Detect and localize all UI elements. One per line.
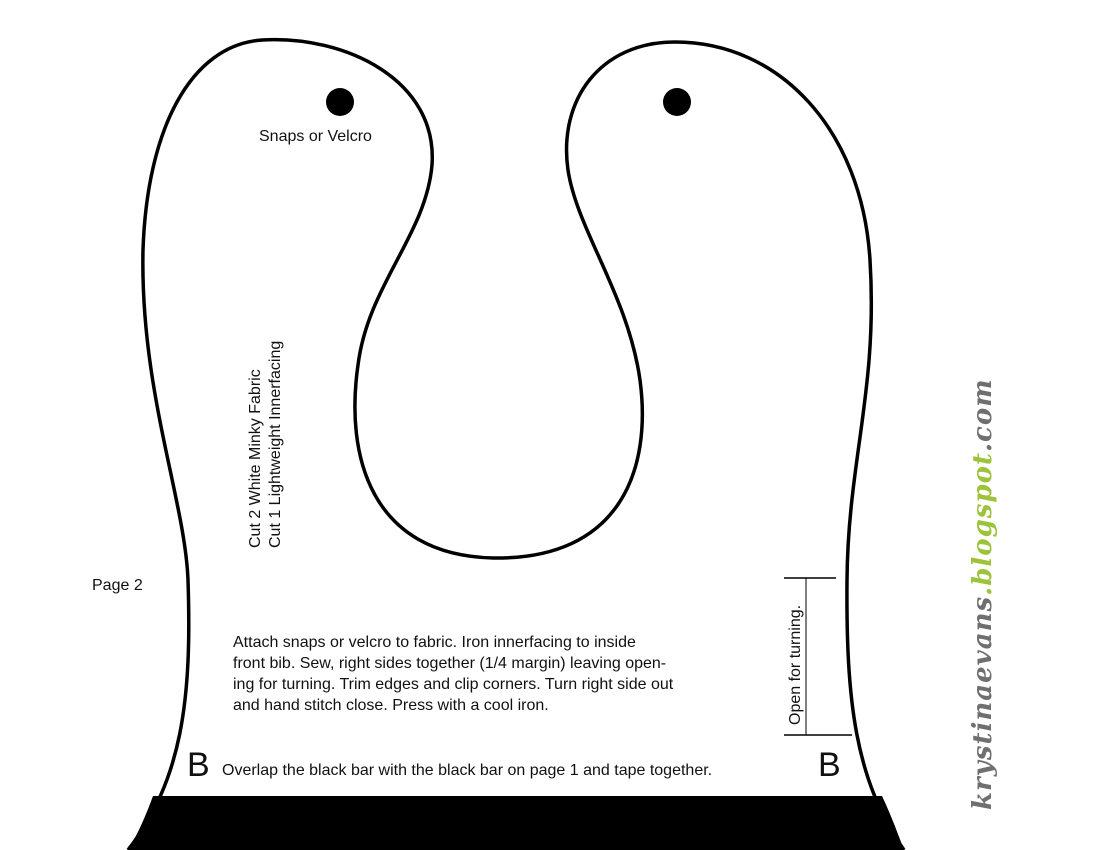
instruction-line: and hand stitch close. Press with a cool iron. (233, 697, 549, 714)
instruction-line: front bib. Sew, right sides together (1/4 margin) leaving open- (233, 655, 667, 672)
overlap-mark-left: B (187, 746, 210, 784)
instruction-line: Attach snaps or velcro to fabric. Iron innerfacing to inside (233, 634, 636, 651)
cut-instructions (246, 341, 286, 548)
overlap-mark-right: B (818, 746, 841, 784)
watermark-tld: .com (968, 378, 998, 453)
instruction-line: ing for turning. Trim edges and clip corners. Turn right side out (233, 676, 674, 693)
watermark-host: .blogspot (968, 452, 998, 596)
overlap-instruction: Overlap the black bar with the black bar on page 1 and tape together. (222, 762, 713, 779)
bib-outline (128, 40, 904, 850)
cut-line-fabric: Cut 2 White Minky Fabric (247, 369, 264, 548)
sewing-instructions (233, 632, 743, 716)
page-number-label: Page 2 (92, 577, 143, 594)
cut-line-interfacing: Cut 1 Lightweight Innerfacing (267, 340, 284, 548)
overlap-black-bar (128, 796, 904, 850)
snap-dot-left (326, 88, 354, 116)
snap-dot-right (663, 88, 691, 116)
snaps-or-velcro-label: Snaps or Velcro (259, 128, 372, 145)
open-for-turning-label: Open for turning. (787, 604, 804, 725)
blog-watermark (968, 378, 998, 810)
watermark-name: krystinaevans (968, 595, 998, 810)
